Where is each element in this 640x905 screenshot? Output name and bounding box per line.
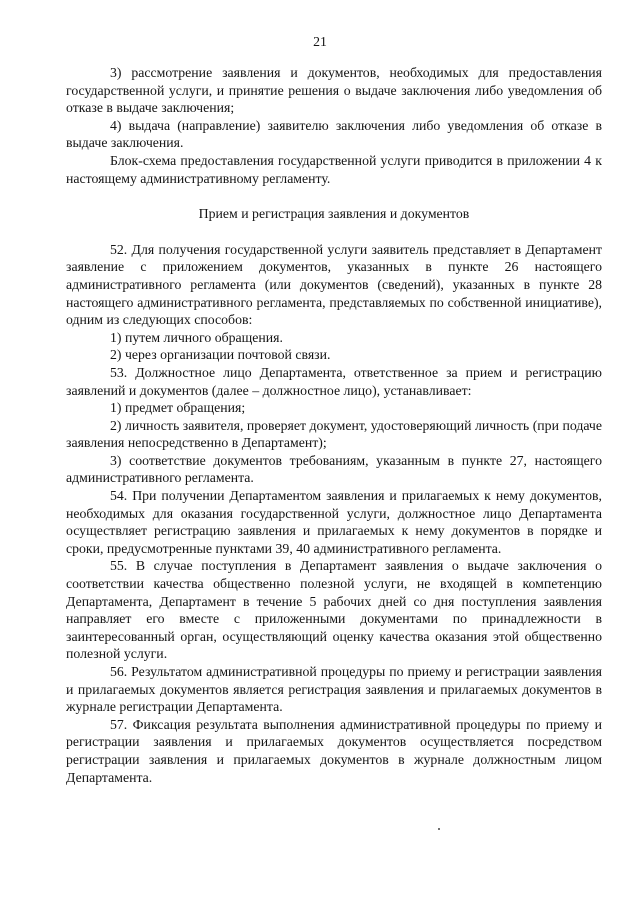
paragraph: 4) выдача (направление) заявителю заключения либо уведомления об отказе в выдаче заключения. [66,117,602,151]
list-item: 2) личность заявителя, проверяет документ, удостоверяющий личность (при подаче заявления непосредственно в Департамент); [66,417,602,451]
list-item: 1) путем личного обращения. [110,329,283,345]
paragraph-54: 54. При получении Департаментом заявления и прилагаемых к нему документов, необходимых для оказания государственной услуги, должностное лицо Департамента осуществляет регистрацию заявления и прилагаемых к нему документов в порядке и сроки, предусмотренные пунктами 39, 40 административного регламента. [66,488,602,556]
section-heading: Прием и регистрация заявления и документов [198,206,470,222]
list-item: 1) предмет обращения; [110,400,246,416]
page-number: 21 [313,34,327,49]
paragraph: Блок-схема предоставления государственной услуги приводится в приложении 4 к настоящему административному регламенту. [66,152,602,186]
scan-speck [438,828,440,830]
paragraph-57: 57. Фиксация результата выполнения административной процедуры по приему и регистрации заявления и прилагаемых документов осуществляется посредством регистрации заявления и прилагаемых документов в журнале должностным лицом Департамента. [66,716,602,785]
paragraph-56: 56. Результатом административной процедуры по приему и регистрации заявления и прилагаемых документов является регистрация заявления и прилагаемых документов в журнале регистрации Департамента. [66,664,602,715]
paragraph-55: 55. В случае поступления в Департамент заявления о выдаче заключения о соответствии качества общественно полезной услуги, не входящей в компетенцию Департамента, Департамент в течение 5 рабочих дней со дня поступления заявления направляет его вместе с приложенными документами по принадлежности в заинтересованный орган, осуществляющий оценку качества оказания этой общественно полезной услуги. [66,558,602,662]
paragraph-53: 53. Должностное лицо Департамента, ответственное за прием и регистрацию заявлений и документов (далее – должностное лицо), устанавливает: [66,364,602,398]
list-item: 3) соответствие документов требованиям, указанным в пункте 27, настоящего административного регламента. [66,452,602,486]
document-body [66,64,602,786]
paragraph: 3) рассмотрение заявления и документов, необходимых для предоставления государственной услуги, и принятие решения о выдаче заключения либо уведомления об отказе в выдаче заключения; [66,65,602,116]
list-item: 2) через организации почтовой связи. [110,347,331,363]
paragraph-52: 52. Для получения государственной услуги заявитель представляет в Департамент заявление с приложением документов, указанных в пункте 26 настоящего административного регламента (или документов (сведений), указанных в пункте 28 настоящего административного регламента, представляемых по собственной инициативе), одним из следующих способов: [66,241,602,328]
